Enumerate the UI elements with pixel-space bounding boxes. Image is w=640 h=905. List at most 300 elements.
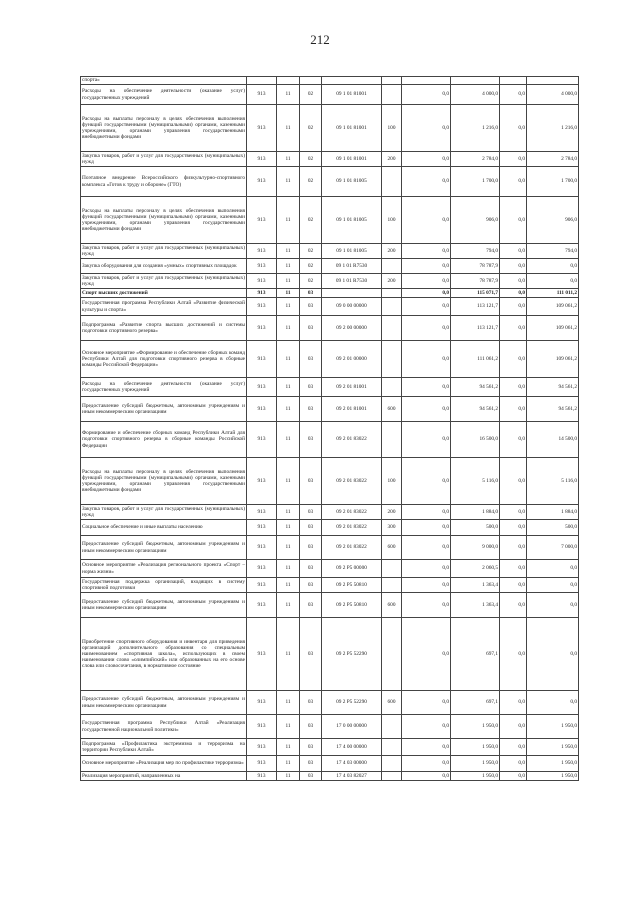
amount-4: 0,0 xyxy=(527,578,579,593)
amount-1: 0,0 xyxy=(402,560,451,578)
row-name: Закупка товаров, работ и услуг для государственных (муниципальных) нужд xyxy=(82,274,245,287)
row-name: Формирование и обеспечение сборных команд Республики Алтай для подготовки спортивного резерва в сборные команды Российской Федерации xyxy=(81,422,247,458)
amount-2: 94 561,2 xyxy=(451,397,500,422)
amount-4: 7 000,0 xyxy=(527,536,579,560)
expense-type xyxy=(382,259,402,274)
amount-2: 2 060,5 xyxy=(451,560,500,578)
table-row xyxy=(81,520,579,536)
expense-type: 200 xyxy=(382,244,402,259)
expense-type: 600 xyxy=(382,593,402,618)
expense-type xyxy=(382,560,402,578)
amount-4: 1 950,0 xyxy=(527,715,579,739)
amount-4: 906,0 xyxy=(527,197,579,244)
subsection-code: 02 xyxy=(300,244,322,259)
expense-type xyxy=(382,739,402,756)
amount-1: 0,0 xyxy=(402,274,451,289)
ministry-code: 913 xyxy=(247,85,277,105)
amount-3: 0,0 xyxy=(500,593,527,618)
subsection-code: 03 xyxy=(300,772,322,781)
target-article: 09 2 00 00000 xyxy=(322,316,382,341)
section-code: 11 xyxy=(277,298,300,316)
expense-type: 100 xyxy=(382,458,402,505)
ministry-code: 913 xyxy=(247,458,277,505)
amount-3: 0,0 xyxy=(500,739,527,756)
table-row xyxy=(81,298,579,316)
target-article: 09 2 01 83022 xyxy=(322,520,382,536)
amount-4: 111 011,2 xyxy=(527,289,579,298)
amount-3: 0,0 xyxy=(500,105,527,152)
target-article: 17 4 00 00000 xyxy=(322,739,382,756)
amount-3: 0,0 xyxy=(500,536,527,560)
amount-1: 0,0 xyxy=(402,259,451,274)
expense-type xyxy=(382,378,402,397)
ministry-code: 913 xyxy=(247,167,277,197)
row-name: Социальное обеспечение и иные выплаты населению xyxy=(81,520,247,536)
expense-type xyxy=(382,298,402,316)
section-code: 11 xyxy=(277,289,300,298)
expense-type xyxy=(382,772,402,781)
amount-2: 1 700,0 xyxy=(451,167,500,197)
amount-3: 0,0 xyxy=(500,756,527,772)
subsection-code: 03 xyxy=(300,378,322,397)
amount-1: 0,0 xyxy=(402,298,451,316)
amount-3: 0,0 xyxy=(500,244,527,259)
amount-2: 94 561,2 xyxy=(451,378,500,397)
amount-2: 113 121,7 xyxy=(451,316,500,341)
amount-2: 16 500,0 xyxy=(451,422,500,458)
table-row xyxy=(81,77,579,85)
budget-table-body xyxy=(81,77,579,781)
row-name: Поэтапное внедрение Всероссийского физкультурно-спортивного комплекса «Готов к труду и обороне» (ГТО) xyxy=(81,167,247,197)
amount-1: 0,0 xyxy=(402,397,451,422)
table-row xyxy=(81,244,579,259)
ministry-code: 913 xyxy=(247,772,277,781)
expense-type: 100 xyxy=(382,197,402,244)
subsection-code: 02 xyxy=(300,85,322,105)
ministry-code: 913 xyxy=(247,715,277,739)
amount-2: 1 216,0 xyxy=(451,105,500,152)
ministry-code: 913 xyxy=(247,316,277,341)
amount-3: 0,0 xyxy=(500,505,527,520)
amount-1: 0,0 xyxy=(402,197,451,244)
amount-1: 0,0 xyxy=(402,458,451,505)
amount-3 xyxy=(500,77,527,85)
amount-2: 500,0 xyxy=(451,520,500,536)
subsection-code: 02 xyxy=(300,105,322,152)
amount-3: 0,0 xyxy=(500,378,527,397)
amount-2: 4 000,0 xyxy=(451,85,500,105)
section-code: 11 xyxy=(277,167,300,197)
table-row xyxy=(81,167,579,197)
subsection-code: 03 xyxy=(300,316,322,341)
subsection-code: 03 xyxy=(300,520,322,536)
amount-2 xyxy=(451,77,500,85)
section-code: 11 xyxy=(277,715,300,739)
target-article: 09 2 P5 00000 xyxy=(322,560,382,578)
amount-2: 2 784,0 xyxy=(451,152,500,167)
amount-2: 1 363,4 xyxy=(451,593,500,618)
row-name: Расходы на обеспечение деятельности (оказание услуг) государственных учреждений xyxy=(81,378,247,397)
subsection-code: 03 xyxy=(300,458,322,505)
section-code: 11 xyxy=(277,739,300,756)
expense-type: 100 xyxy=(382,105,402,152)
section-code: 11 xyxy=(277,105,300,152)
row-name: Предоставление субсидий бюджетным, автономным учреждениям и иным некоммерческим организациям xyxy=(81,397,247,422)
amount-3: 0,0 xyxy=(500,397,527,422)
amount-1: 0,0 xyxy=(402,520,451,536)
amount-2: 697,1 xyxy=(451,618,500,691)
ministry-code: 913 xyxy=(247,298,277,316)
expense-type xyxy=(382,289,402,298)
expense-type: 200 xyxy=(382,505,402,520)
target-article: 09 1 01 81005 xyxy=(322,197,382,244)
amount-2: 9 000,0 xyxy=(451,536,500,560)
ministry-code: 913 xyxy=(247,578,277,593)
expense-type: 600 xyxy=(382,397,402,422)
table-row xyxy=(81,289,579,298)
amount-3: 0,0 xyxy=(500,691,527,715)
target-article: 17 4 03 82027 xyxy=(322,772,382,781)
amount-4: 109 061,2 xyxy=(527,316,579,341)
expense-type xyxy=(382,578,402,593)
amount-4: 4 000,0 xyxy=(527,85,579,105)
amount-1: 0,0 xyxy=(402,618,451,691)
amount-1: 0,0 xyxy=(402,85,451,105)
amount-1: 0,0 xyxy=(402,422,451,458)
section-code: 11 xyxy=(277,691,300,715)
amount-3: 0,0 xyxy=(500,422,527,458)
subsection-code: 03 xyxy=(300,715,322,739)
budget-table xyxy=(80,76,579,781)
amount-4: 94 561,2 xyxy=(527,378,579,397)
row-name: Основное мероприятие «Реализация мер по профилактике терроризма» xyxy=(81,756,247,772)
subsection-code: 03 xyxy=(300,505,322,520)
amount-4: 0,0 xyxy=(527,618,579,691)
row-name: Предоставление субсидий бюджетным, автономным учреждениям и иным некоммерческим организациям xyxy=(81,691,247,715)
ministry-code: 913 xyxy=(247,739,277,756)
table-row xyxy=(81,105,579,152)
amount-3: 0,0 xyxy=(500,197,527,244)
table-row xyxy=(81,593,579,618)
table-row xyxy=(81,739,579,756)
table-row xyxy=(81,152,579,167)
amount-4: 500,0 xyxy=(527,520,579,536)
expense-type: 600 xyxy=(382,536,402,560)
amount-1 xyxy=(402,77,451,85)
subsection-code: 02 xyxy=(300,259,322,274)
amount-4: 0,0 xyxy=(527,274,579,289)
amount-1: 0,0 xyxy=(402,739,451,756)
amount-4: 0,0 xyxy=(527,593,579,618)
expense-type xyxy=(382,756,402,772)
section-code: 11 xyxy=(277,422,300,458)
table-row xyxy=(81,378,579,397)
target-article xyxy=(322,289,382,298)
amount-2: 1 363,4 xyxy=(451,578,500,593)
subsection-code: 03 xyxy=(300,298,322,316)
amount-1: 0,0 xyxy=(402,341,451,378)
subsection-code: 03 xyxy=(300,289,322,298)
row-name: Основное мероприятие «Реализация регионального проекта «Спорт – норма жизни» xyxy=(81,560,247,578)
row-name: Спорт высших достижений xyxy=(81,289,247,298)
expense-type xyxy=(382,422,402,458)
target-article: 09 2 01 83022 xyxy=(322,505,382,520)
amount-3: 0,0 xyxy=(500,560,527,578)
amount-1: 0,0 xyxy=(402,578,451,593)
target-article: 09 2 01 83022 xyxy=(322,458,382,505)
section-code: 11 xyxy=(277,397,300,422)
table-row xyxy=(81,274,579,289)
row-name: Расходы на обеспечение деятельности (оказание услуг) государственных учреждений xyxy=(81,85,247,105)
amount-2: 113 121,7 xyxy=(451,298,500,316)
row-name: Реализация мероприятий, направленных на xyxy=(81,772,247,781)
target-article: 17 4 03 00000 xyxy=(322,756,382,772)
table-row xyxy=(81,715,579,739)
amount-1: 0,0 xyxy=(402,593,451,618)
subsection-code: 02 xyxy=(300,152,322,167)
expense-type: 300 xyxy=(382,520,402,536)
amount-1: 0,0 xyxy=(402,756,451,772)
section-code: 11 xyxy=(277,152,300,167)
section-code: 11 xyxy=(277,274,300,289)
amount-1: 0,0 xyxy=(402,152,451,167)
amount-3: 0,0 xyxy=(500,167,527,197)
row-name: Приобретение спортивного оборудования и инвентаря для приведения организаций дополнительного образования со специальным наименованием «спортивная школа», использующих в своем наименовании слово «олимпийский» или образованных на его основе слова или словосочетания, в нормативное состояние xyxy=(81,618,247,691)
row-name: спорта» xyxy=(81,77,247,85)
amount-2: 115 071,7 xyxy=(451,289,500,298)
ministry-code: 913 xyxy=(247,756,277,772)
subsection-code: 03 xyxy=(300,739,322,756)
target-article: 09 1 01 81005 xyxy=(322,167,382,197)
amount-4: 5 116,0 xyxy=(527,458,579,505)
section-code: 11 xyxy=(277,505,300,520)
amount-4: 1 950,0 xyxy=(527,756,579,772)
target-article: 09 1 01 R7530 xyxy=(322,259,382,274)
amount-3: 0,0 xyxy=(500,289,527,298)
amount-4: 109 061,2 xyxy=(527,298,579,316)
amount-4: 0,0 xyxy=(527,560,579,578)
expense-type: 600 xyxy=(382,691,402,715)
target-article: 09 2 01 00000 xyxy=(322,341,382,378)
table-row xyxy=(81,560,579,578)
target-article: 09 1 01 81001 xyxy=(322,85,382,105)
amount-3: 0,0 xyxy=(500,274,527,289)
table-row xyxy=(81,756,579,772)
ministry-code: 913 xyxy=(247,197,277,244)
ministry-code: 913 xyxy=(247,259,277,274)
amount-4: 794,0 xyxy=(527,244,579,259)
target-article: 09 1 01 81005 xyxy=(322,244,382,259)
page-number: 212 xyxy=(310,32,330,47)
target-article: 09 2 P5 52290 xyxy=(322,618,382,691)
section-code xyxy=(277,77,300,85)
amount-4: 109 061,2 xyxy=(527,341,579,378)
amount-1: 0,0 xyxy=(402,244,451,259)
amount-2: 78 787,9 xyxy=(451,259,500,274)
row-name: Расходы на выплаты персоналу в целях обеспечения выполнения функций государственными (муниципальными) органами, казенными учреждениями, органами управления государственными внебюджетными фондами xyxy=(81,458,247,505)
amount-2: 697,1 xyxy=(451,691,500,715)
amount-4: 0,0 xyxy=(527,259,579,274)
expense-type xyxy=(382,715,402,739)
subsection-code: 03 xyxy=(300,691,322,715)
ministry-code: 913 xyxy=(247,422,277,458)
amount-1: 0,0 xyxy=(402,105,451,152)
amount-4: 1 950,0 xyxy=(527,772,579,781)
amount-4: 0,0 xyxy=(527,691,579,715)
table-row xyxy=(81,259,579,274)
expense-type xyxy=(382,618,402,691)
amount-3: 0,0 xyxy=(500,259,527,274)
amount-4: 14 500,0 xyxy=(527,422,579,458)
ministry-code: 913 xyxy=(247,505,277,520)
subsection-code xyxy=(300,77,322,85)
table-row xyxy=(81,578,579,593)
section-code: 11 xyxy=(277,244,300,259)
target-article: 09 0 00 00000 xyxy=(322,298,382,316)
section-code: 11 xyxy=(277,197,300,244)
amount-1: 0,0 xyxy=(402,289,451,298)
target-article: 17 0 00 00000 xyxy=(322,715,382,739)
target-article: 09 2 01 83022 xyxy=(322,536,382,560)
ministry-code: 913 xyxy=(247,397,277,422)
subsection-code: 03 xyxy=(300,536,322,560)
amount-2: 1 950,0 xyxy=(451,739,500,756)
expense-type xyxy=(382,77,402,85)
row-name: Закупка товаров, работ и услуг для государственных (муниципальных) нужд xyxy=(82,244,245,257)
row-name: Подпрограмма «Развитие спорта высших достижений и системы подготовки спортивного резерва» xyxy=(81,316,247,341)
target-article: 09 2 01 81001 xyxy=(322,397,382,422)
ministry-code: 913 xyxy=(247,274,277,289)
section-code: 11 xyxy=(277,578,300,593)
section-code: 11 xyxy=(277,560,300,578)
ministry-code: 913 xyxy=(247,618,277,691)
amount-2: 1 950,0 xyxy=(451,756,500,772)
amount-3: 0,0 xyxy=(500,772,527,781)
section-code: 11 xyxy=(277,341,300,378)
table-row xyxy=(81,691,579,715)
amount-3: 0,0 xyxy=(500,341,527,378)
section-code: 11 xyxy=(277,378,300,397)
ministry-code: 913 xyxy=(247,560,277,578)
row-name: Подпрограмма «Профилактика экстремизма и терроризма на территории Республики Алтай» xyxy=(81,739,247,756)
amount-1: 0,0 xyxy=(402,167,451,197)
subsection-code: 03 xyxy=(300,422,322,458)
table-row xyxy=(81,618,579,691)
subsection-code: 03 xyxy=(300,341,322,378)
row-name: Расходы на выплаты персоналу в целях обеспечения выполнения функций государственными (муниципальными) органами, казенными учреждениями, органами управления государственными внебюджетными фондами xyxy=(81,197,247,244)
table-row xyxy=(81,197,579,244)
row-name: Предоставление субсидий бюджетным, автономным учреждениям и иным некоммерческим организациям xyxy=(81,536,247,560)
section-code: 11 xyxy=(277,259,300,274)
section-code: 11 xyxy=(277,458,300,505)
section-code: 11 xyxy=(277,536,300,560)
amount-4: 1 950,0 xyxy=(527,739,579,756)
table-row xyxy=(81,536,579,560)
table-row xyxy=(81,397,579,422)
section-code: 11 xyxy=(277,520,300,536)
subsection-code: 02 xyxy=(300,197,322,244)
row-name: Государственная программа Республики Алтай «Развитие физической культуры и спорта» xyxy=(81,298,247,316)
row-name: Закупка оборудования для создания «умных» спортивных площадок xyxy=(81,259,247,274)
amount-3: 0,0 xyxy=(500,458,527,505)
amount-3: 0,0 xyxy=(500,316,527,341)
target-article: 09 1 01 81001 xyxy=(322,105,382,152)
row-name: Закупка товаров, работ и услуг для государственных (муниципальных) нужд xyxy=(82,152,245,165)
ministry-code: 913 xyxy=(247,289,277,298)
amount-3: 0,0 xyxy=(500,715,527,739)
amount-1: 0,0 xyxy=(402,536,451,560)
table-row xyxy=(81,422,579,458)
amount-1: 0,0 xyxy=(402,691,451,715)
amount-3: 0,0 xyxy=(500,618,527,691)
section-code: 11 xyxy=(277,85,300,105)
amount-1: 0,0 xyxy=(402,378,451,397)
ministry-code: 913 xyxy=(247,378,277,397)
expense-type: 200 xyxy=(382,274,402,289)
section-code: 11 xyxy=(277,593,300,618)
amount-1: 0,0 xyxy=(402,715,451,739)
subsection-code: 03 xyxy=(300,593,322,618)
amount-2: 111 061,2 xyxy=(451,341,500,378)
amount-4: 1 216,0 xyxy=(527,105,579,152)
amount-1: 0,0 xyxy=(402,316,451,341)
row-name: Закупка товаров, работ и услуг для государственных (муниципальных) нужд xyxy=(82,505,245,518)
section-code: 11 xyxy=(277,772,300,781)
subsection-code: 03 xyxy=(300,578,322,593)
ministry-code: 913 xyxy=(247,593,277,618)
table-row xyxy=(81,316,579,341)
amount-4: 1 884,0 xyxy=(527,505,579,520)
target-article: 09 2 P5 50810 xyxy=(322,578,382,593)
ministry-code: 913 xyxy=(247,152,277,167)
section-code: 11 xyxy=(277,316,300,341)
amount-2: 906,0 xyxy=(451,197,500,244)
target-article: 09 1 01 R7530 xyxy=(322,274,382,289)
amount-3: 0,0 xyxy=(500,578,527,593)
table-row xyxy=(81,85,579,105)
target-article: 09 1 01 81001 xyxy=(322,152,382,167)
subsection-code: 02 xyxy=(300,274,322,289)
target-article: 09 2 P5 50810 xyxy=(322,593,382,618)
table-row xyxy=(81,505,579,520)
row-name: Государственная поддержка организаций, входящих в систему спортивной подготовки xyxy=(82,578,245,591)
row-name: Основное мероприятие «Формирование и обеспечение сборных команд Республики Алтай для подготовки спортивного резерва в сборные команды Российской Федерации» xyxy=(81,341,247,378)
target-article: 09 2 01 83022 xyxy=(322,422,382,458)
subsection-code: 03 xyxy=(300,618,322,691)
amount-1: 0,0 xyxy=(402,772,451,781)
section-code: 11 xyxy=(277,618,300,691)
amount-3: 0,0 xyxy=(500,152,527,167)
expense-type: 200 xyxy=(382,152,402,167)
target-article: 09 2 P5 52290 xyxy=(322,691,382,715)
amount-2: 794,0 xyxy=(451,244,500,259)
expense-type xyxy=(382,85,402,105)
expense-type xyxy=(382,341,402,378)
expense-type xyxy=(382,316,402,341)
amount-3: 0,0 xyxy=(500,85,527,105)
amount-4: 2 784,0 xyxy=(527,152,579,167)
ministry-code: 913 xyxy=(247,244,277,259)
amount-2: 78 787,9 xyxy=(451,274,500,289)
amount-1: 0,0 xyxy=(402,505,451,520)
amount-3: 0,0 xyxy=(500,298,527,316)
amount-4 xyxy=(527,77,579,85)
amount-2: 1 950,0 xyxy=(451,772,500,781)
target-article xyxy=(322,77,382,85)
amount-2: 5 116,0 xyxy=(451,458,500,505)
subsection-code: 03 xyxy=(300,397,322,422)
table-row xyxy=(81,772,579,781)
